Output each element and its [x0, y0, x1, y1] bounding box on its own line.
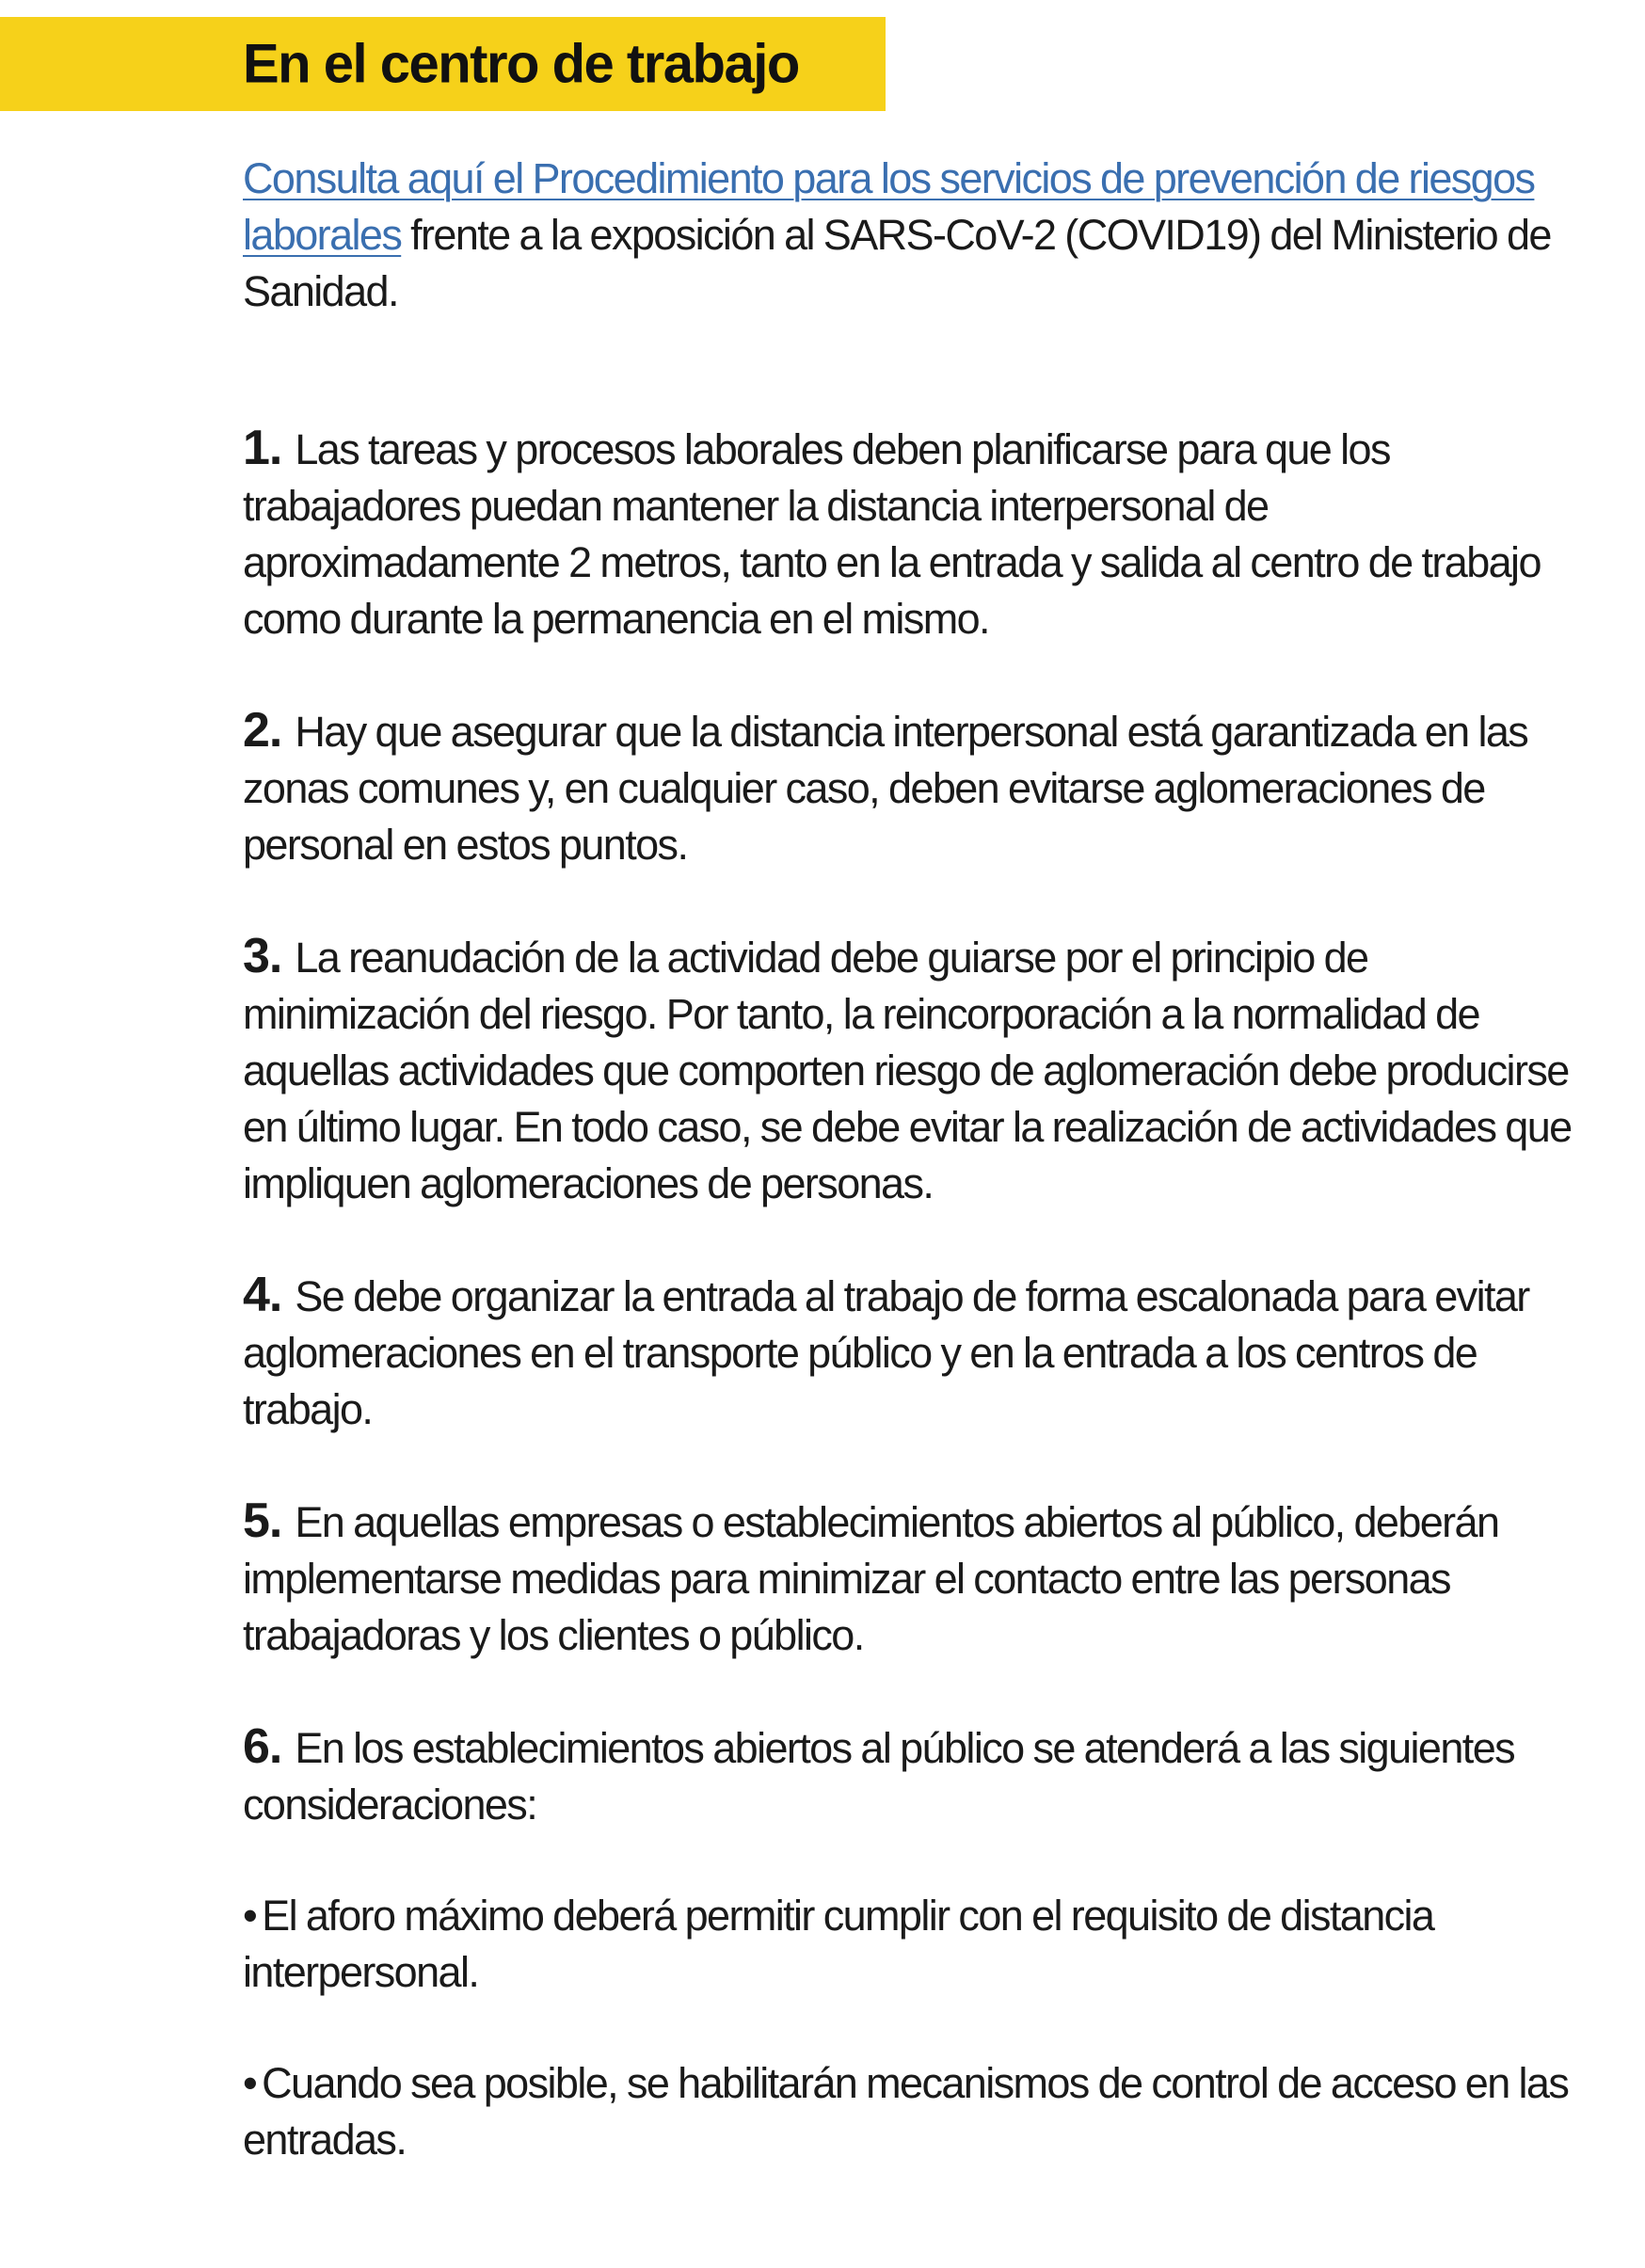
section-title-bar [0, 17, 886, 111]
point-text: Hay que asegurar que la distancia interpersonal está garantizada en las zonas comunes y, en cualquier caso, deben evitarse aglomeraciones de personal en estos puntos. [243, 708, 1528, 869]
point-number: 2. [243, 703, 282, 758]
point-1 [243, 420, 1589, 647]
document-body [243, 151, 1589, 2223]
point-number: 3. [243, 929, 282, 983]
point-number: 1. [243, 421, 282, 475]
bullet-item-1 [243, 1888, 1589, 2001]
bullet-icon: • [243, 1892, 257, 1940]
point-number: 5. [243, 1493, 282, 1548]
procedure-link[interactable]: Consulta aquí el Procedimiento para los servicios de prevención de riesgos laborales [243, 154, 1535, 259]
point-5 [243, 1493, 1589, 1664]
intro-text: frente a la exposición al SARS-CoV-2 (COVID19) del Ministerio de Sanidad. [243, 211, 1551, 315]
section-title: En el centro de trabajo [243, 33, 799, 95]
bullet-text: Cuando sea posible, se habilitarán mecanismos de control de acceso en las entradas. [243, 2059, 1569, 2164]
point-text: Las tareas y procesos laborales deben planificarse para que los trabajadores puedan mantener la distancia interpersonal de aproximadamente 2 metros, tanto en la entrada y salida al centro de trabajo como durante la permanencia en el mismo. [243, 425, 1541, 643]
point-text: La reanudación de la actividad debe guiarse por el principio de minimización del riesgo. Por tanto, la reincorporación a la normalidad de aquellas actividades que comporten riesgo de aglomeración debe producirse en último lugar. En todo caso, se debe evitar la realización de actividades que impliquen aglomeraciones de personas. [243, 934, 1572, 1207]
point-6 [243, 1718, 1589, 1833]
point-text: En aquellas empresas o establecimientos abiertos al público, deberán implementarse medidas para minimizar el contacto entre las personas trabajadoras y los clientes o público. [243, 1498, 1499, 1659]
point-3 [243, 928, 1589, 1212]
point-text: En los establecimientos abiertos al público se atenderá a las siguientes consideraciones: [243, 1724, 1515, 1829]
intro-paragraph [243, 151, 1589, 320]
point-number: 6. [243, 1719, 282, 1774]
bullet-text: El aforo máximo deberá permitir cumplir con el requisito de distancia interpersonal. [243, 1892, 1434, 1996]
point-2 [243, 702, 1589, 873]
point-number: 4. [243, 1268, 282, 1322]
point-4 [243, 1267, 1589, 1438]
point-text: Se debe organizar la entrada al trabajo de forma escalonada para evitar aglomeraciones en el transporte público y en la entrada a los centros de trabajo. [243, 1272, 1529, 1433]
bullet-icon: • [243, 2059, 257, 2107]
bullet-item-2 [243, 2055, 1589, 2168]
